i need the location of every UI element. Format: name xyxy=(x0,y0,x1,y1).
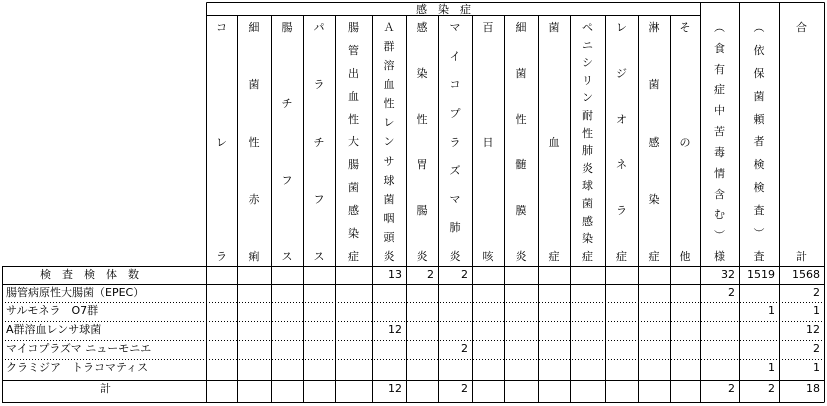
column-header-char: プ xyxy=(449,106,461,120)
column-header-char: 細 xyxy=(248,21,260,34)
column-header-char: 感 xyxy=(582,214,593,228)
column-header-char: 中 xyxy=(714,104,725,118)
column-header-char: 日 xyxy=(482,135,494,149)
table-cell-request: 2 xyxy=(768,382,775,395)
column-header-char: 菌 xyxy=(582,197,593,211)
column-header-char: ズ xyxy=(449,164,461,178)
column-header-char: 淋 xyxy=(648,21,660,34)
column-header-char: マ xyxy=(449,21,461,34)
table-cell-gas: 12 xyxy=(388,323,402,336)
column-header-char: 毒 xyxy=(714,145,725,159)
column-header-char: 胃 xyxy=(416,158,428,172)
column-header-char: 腸 xyxy=(348,158,359,172)
table-cell-gastro: 2 xyxy=(427,268,434,281)
column-header-typhoid xyxy=(271,22,303,262)
column-header-char: 痢 xyxy=(248,250,260,263)
column-header-char: ︵ xyxy=(714,21,725,34)
column-header-char: 細 xyxy=(515,21,527,34)
column-header-char: 咽 xyxy=(383,211,395,225)
column-header-char: 合 xyxy=(796,21,807,34)
column-header-char: 菌 xyxy=(248,78,260,92)
column-header-char: 菌 xyxy=(515,66,527,80)
column-header-char: 症 xyxy=(582,249,593,263)
column-header-char: 炎 xyxy=(515,249,527,263)
row-label: 計 xyxy=(100,382,111,395)
column-header-char: 有 xyxy=(714,62,725,76)
table-cell-myco: 2 xyxy=(461,342,468,355)
column-header-cholera xyxy=(206,22,237,262)
column-header-char: 苦 xyxy=(714,125,725,139)
column-header-char: 出 xyxy=(348,66,359,80)
column-header-char: ︶ xyxy=(714,229,725,243)
column-header-char: 様 xyxy=(714,249,725,263)
table-cell-total: 2 xyxy=(813,286,820,299)
column-header-total xyxy=(779,22,824,262)
column-header-char: 溶 xyxy=(383,59,395,73)
column-header-char: 依 xyxy=(753,43,765,57)
column-header-paratyphoid xyxy=(303,22,335,262)
column-header-char: リ xyxy=(582,73,593,87)
table-cell-request: 1 xyxy=(768,361,775,374)
column-header-char: 血 xyxy=(548,135,560,149)
column-header-char: パ xyxy=(313,21,325,34)
column-header-char: 菌 xyxy=(753,89,765,103)
column-header-char: 球 xyxy=(383,173,395,187)
column-header-char: 赤 xyxy=(248,192,260,206)
table-cell-myco: 2 xyxy=(461,268,468,281)
column-header-gastro xyxy=(406,22,438,262)
table-cell-total: 2 xyxy=(813,342,820,355)
column-header-char: マ xyxy=(449,192,461,206)
column-header-char: ス xyxy=(281,249,293,263)
column-header-char: 群 xyxy=(383,40,395,54)
column-header-char: 性 xyxy=(515,112,527,126)
column-header-char: 咳 xyxy=(482,250,494,263)
column-header-char: ラ xyxy=(313,78,325,92)
column-header-gas xyxy=(372,22,406,262)
column-header-char: む xyxy=(714,208,725,222)
column-header-char: 菌 xyxy=(348,181,359,195)
column-header-char: ン xyxy=(383,135,395,149)
column-header-char: レ xyxy=(216,135,227,149)
column-header-legionella xyxy=(605,22,638,262)
column-header-request xyxy=(739,22,779,262)
column-header-char: フ xyxy=(281,173,293,187)
table-cell-request: 1519 xyxy=(747,268,775,281)
table-cell-total: 1 xyxy=(813,361,820,374)
row-label: 検 査 検 体 数 xyxy=(40,268,139,281)
column-header-char: 腸 xyxy=(348,21,359,34)
column-header-char: ジ xyxy=(616,66,627,80)
column-header-char: シ xyxy=(582,56,593,70)
column-header-char: 球 xyxy=(582,179,593,193)
column-header-char: コ xyxy=(449,78,461,92)
column-header-char: 検 xyxy=(753,158,765,172)
column-header-char: イ xyxy=(449,49,461,63)
column-header-char: フ xyxy=(313,192,325,206)
column-header-char: 肺 xyxy=(449,221,461,235)
column-header-char: ネ xyxy=(616,158,627,172)
column-header-char: チ xyxy=(313,135,325,149)
column-header-char: 他 xyxy=(679,250,691,263)
column-header-char: 染 xyxy=(582,232,593,246)
column-header-char: 染 xyxy=(416,66,428,80)
column-header-char: サ xyxy=(383,154,395,168)
table-cell-food: 2 xyxy=(728,286,735,299)
column-header-char: ︵ xyxy=(753,21,765,34)
column-header-char: 腸 xyxy=(416,204,428,218)
table-cell-food: 32 xyxy=(721,268,735,281)
table-cell-myco: 2 xyxy=(461,382,468,395)
column-header-ehec xyxy=(335,22,372,262)
column-header-prsp xyxy=(570,22,605,262)
column-header-char: 百 xyxy=(482,21,494,34)
column-header-char: 炎 xyxy=(582,161,593,175)
column-header-char: 性 xyxy=(248,135,260,149)
column-header-char: 感 xyxy=(648,135,660,149)
column-header-gonorrhea xyxy=(638,22,670,262)
column-header-char: 髄 xyxy=(515,158,527,172)
column-header-char: 症 xyxy=(548,250,560,263)
column-header-char: 食 xyxy=(714,41,725,55)
column-header-char: 肺 xyxy=(582,144,593,158)
column-header-char: 者 xyxy=(753,135,765,149)
table-cell-total: 12 xyxy=(806,323,820,336)
column-header-sepsis xyxy=(538,22,570,262)
column-header-char: 症 xyxy=(616,249,627,263)
table-cell-total: 18 xyxy=(806,382,820,395)
table-cell-gas: 12 xyxy=(388,382,402,395)
row-label: サルモネラ O7群 xyxy=(6,304,99,317)
column-header-char: コ xyxy=(216,21,227,34)
column-header-char: オ xyxy=(616,112,627,126)
column-header-char: 血 xyxy=(383,78,395,92)
table-cell-gas: 13 xyxy=(388,268,402,281)
column-header-char: 炎 xyxy=(449,250,461,263)
column-header-char: 性 xyxy=(582,126,593,140)
column-header-char: 性 xyxy=(383,97,395,111)
column-header-meningitis xyxy=(504,22,538,262)
column-header-char: 症 xyxy=(348,249,359,263)
column-header-char: ン xyxy=(582,91,593,105)
column-header-char: 染 xyxy=(348,227,359,241)
row-label: 腸管病原性大腸菌（EPEC） xyxy=(6,286,145,299)
column-header-char: 頼 xyxy=(753,112,765,126)
row-label: クラミジア トラコマティス xyxy=(6,361,149,374)
column-header-char: 査 xyxy=(753,249,765,263)
column-header-other xyxy=(670,22,700,262)
column-header-char: 染 xyxy=(648,192,660,206)
column-header-char: ス xyxy=(313,250,325,263)
column-header-char: Ａ xyxy=(383,21,395,34)
row-label: マイコプラズマ ニューモニエ xyxy=(6,342,152,355)
column-header-char: ラ xyxy=(216,250,227,263)
column-header-char: チ xyxy=(281,97,293,111)
column-header-pertussis xyxy=(472,22,504,262)
column-header-char: 頭 xyxy=(383,230,395,244)
column-header-char: 炎 xyxy=(383,249,395,263)
column-header-char: 性 xyxy=(416,112,428,126)
column-header-char: 検 xyxy=(753,181,765,195)
column-header-char: 症 xyxy=(714,83,725,97)
column-header-char: 菌 xyxy=(548,21,560,34)
column-header-char: 情 xyxy=(714,166,725,180)
column-header-char: 保 xyxy=(753,66,765,80)
column-header-char: 膜 xyxy=(515,204,527,218)
column-header-char: 症 xyxy=(648,250,660,263)
column-header-char: 査 xyxy=(753,204,765,218)
column-header-char: レ xyxy=(616,21,627,34)
column-header-char: 大 xyxy=(348,135,359,149)
table-cell-total: 1568 xyxy=(792,268,820,281)
group-header-infectious-disease: 感 染 症 xyxy=(416,3,471,16)
column-header-shigella xyxy=(237,22,271,262)
table-cell-food: 2 xyxy=(728,382,735,395)
row-label: A群溶血レンサ球菌 xyxy=(6,323,102,336)
column-header-char: そ xyxy=(679,21,691,34)
column-header-char: 計 xyxy=(796,250,807,263)
column-header-char: 菌 xyxy=(383,192,395,206)
column-header-food xyxy=(700,22,739,262)
column-header-char: 血 xyxy=(348,89,359,103)
column-header-char: 性 xyxy=(348,112,359,126)
column-header-char: ラ xyxy=(616,204,627,218)
column-header-char: ︶ xyxy=(753,227,765,241)
column-header-char: 炎 xyxy=(416,249,428,263)
column-header-char: の xyxy=(679,135,691,149)
column-header-char: 耐 xyxy=(582,109,593,123)
column-header-char: 菌 xyxy=(648,78,660,92)
column-header-char: ペ xyxy=(582,21,593,34)
column-header-char: 含 xyxy=(714,187,725,201)
table-cell-total: 1 xyxy=(813,304,820,317)
column-header-char: 感 xyxy=(348,204,359,218)
column-header-myco xyxy=(438,22,472,262)
column-header-char: 感 xyxy=(416,21,428,34)
column-header-char: ニ xyxy=(582,38,593,52)
column-header-char: 管 xyxy=(348,43,359,57)
table-cell-request: 1 xyxy=(768,304,775,317)
column-header-char: 腸 xyxy=(281,21,293,34)
column-header-char: レ xyxy=(383,116,395,130)
column-header-char: ラ xyxy=(449,135,461,149)
